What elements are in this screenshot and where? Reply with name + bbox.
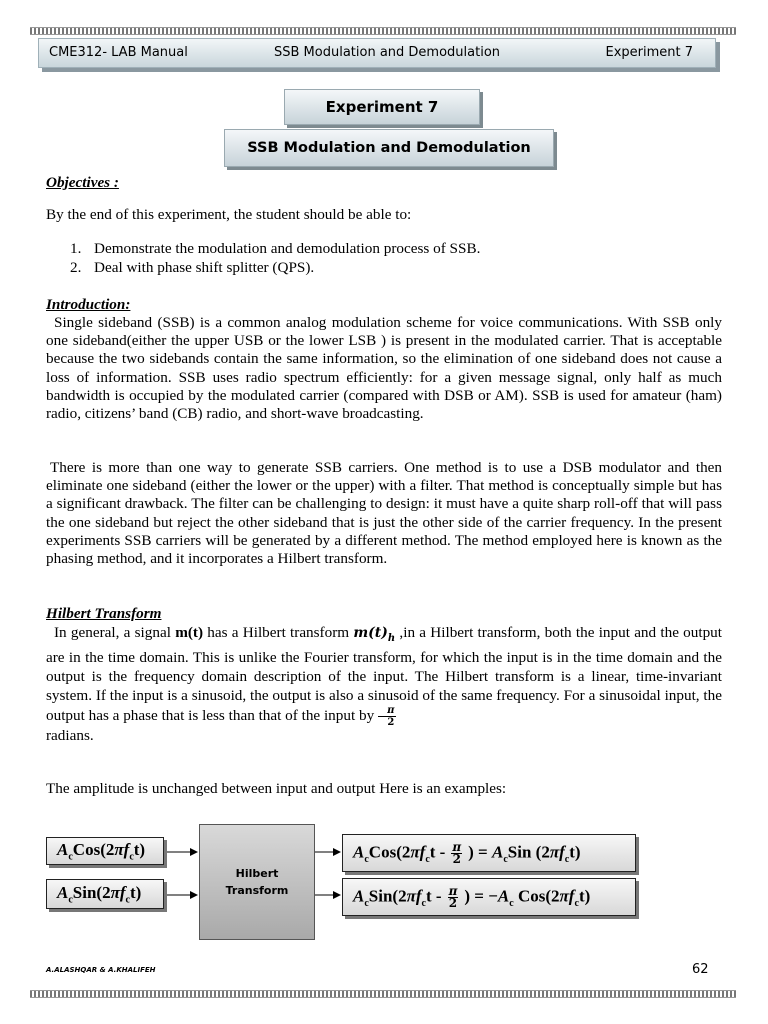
output-cos-box <box>342 834 636 872</box>
header-experiment: Experiment 7 <box>605 45 693 60</box>
pi-over-two-fraction: $\frac{\pi}{2}$ <box>378 705 395 728</box>
introduction-paragraph-1: Single sideband (SSB) is a common analog modulation scheme for voice communications. With SSB only one sideband(either the upper USB or the lower LSB ) is present in the modulated carrier. That is acceptable because the two sidebands contain the same information, so the elimination of one sideband does not cause a loss of information. SSB uses radio spectrum efficiently: for a given message signal, only half as much bandwidth is occupied by the modulated carrier (compared with DSB or AM). SSB is used for amateur (ham) radio, citizens’ band (CB) radio, and short-wave broadcasting. <box>46 314 722 423</box>
introduction-paragraph-2: There is more than one way to generate SSB carriers. One method is to use a DSB modulator and then eliminate one sideband (either the lower or the upper) with a filter. That method is conceptually simple but has a significant drawback. The filter can be challenging to design: it must have a quite sharp roll-off that will pass the one sideband but reject the other sideband that is just the other side of the carrier frequency. In the present experiments SSB carriers will be generated by a different method. The method employed here is known as the phasing method, and it incorporates a Hilbert transform. <box>46 459 722 568</box>
experiment-subtitle: SSB Modulation and Demodulation <box>224 129 554 167</box>
output-cos-label: $A_cCos(2\pi f_ct$ - $\frac{\pi}{2}$ ) = $A_cSin$ $(2\pi f_ct)$ <box>353 839 581 866</box>
input-cos-label: $A_cCos(2\pi f_ct)$ <box>57 839 146 863</box>
objectives-heading: Objectives : <box>46 174 119 191</box>
list-text: Deal with phase shift splitter (QPS). <box>94 259 315 276</box>
hilbert-heading: Hilbert Transform <box>46 605 162 622</box>
radians-text: radians. <box>46 727 94 744</box>
hilbert-transform-block <box>199 824 315 940</box>
bottom-decorative-border <box>30 990 736 998</box>
list-text: Demonstrate the modulation and demodulation process of SSB. <box>94 240 481 257</box>
input-sin-label: $A_cSin(2\pi f_ct)$ <box>57 882 142 906</box>
header-topic: SSB Modulation and Demodulation <box>274 45 501 60</box>
page-number: 62 <box>692 962 709 977</box>
input-cos-box <box>46 837 164 865</box>
output-sin-label: $A_cSin(2\pi f_ct$ - $\frac{\pi}{2}$ ) = $-A_c$ $Cos(2\pi f_ct)$ <box>353 883 591 910</box>
input-sin-box <box>46 879 164 909</box>
hilbert-text-start: In general, a signal <box>54 624 176 641</box>
signal-symbol: m(t) <box>175 624 204 641</box>
experiment-title: Experiment 7 <box>284 89 480 125</box>
introduction-heading: Introduction: <box>46 296 131 313</box>
output-sin-box <box>342 878 636 916</box>
block-label-1: Hilbert <box>235 867 279 880</box>
list-number: 1. <box>70 240 82 257</box>
objectives-intro: By the end of this experiment, the student should be able to: <box>46 206 412 223</box>
header-course: CME312- LAB Manual <box>49 45 188 60</box>
hilbert-text-mid: has a Hilbert transform <box>203 624 354 641</box>
list-number: 2. <box>70 259 82 276</box>
block-label-2: Transform <box>225 884 289 897</box>
footer-authors: A.ALASHQAR & A.KHALIFEH <box>46 966 156 974</box>
amplitude-text: The amplitude is unchanged between input and output Here is an examples: <box>46 780 507 797</box>
hilbert-text-rest: ,in a Hilbert transform, both the input and the output are in the time domain. This is unlike the Fourier transform, for which the input is in the time domain and the output is the frequency domain description of the input. The Hilbert transform is a linear, time-invariant system. If the input is a sinusoid, the output is also a sinusoid of the same frequency. For a sinusoidal input, the output has a phase that is less than that of the input by <box>46 624 722 724</box>
transform-symbol: $m(t)_h$ <box>353 625 396 644</box>
